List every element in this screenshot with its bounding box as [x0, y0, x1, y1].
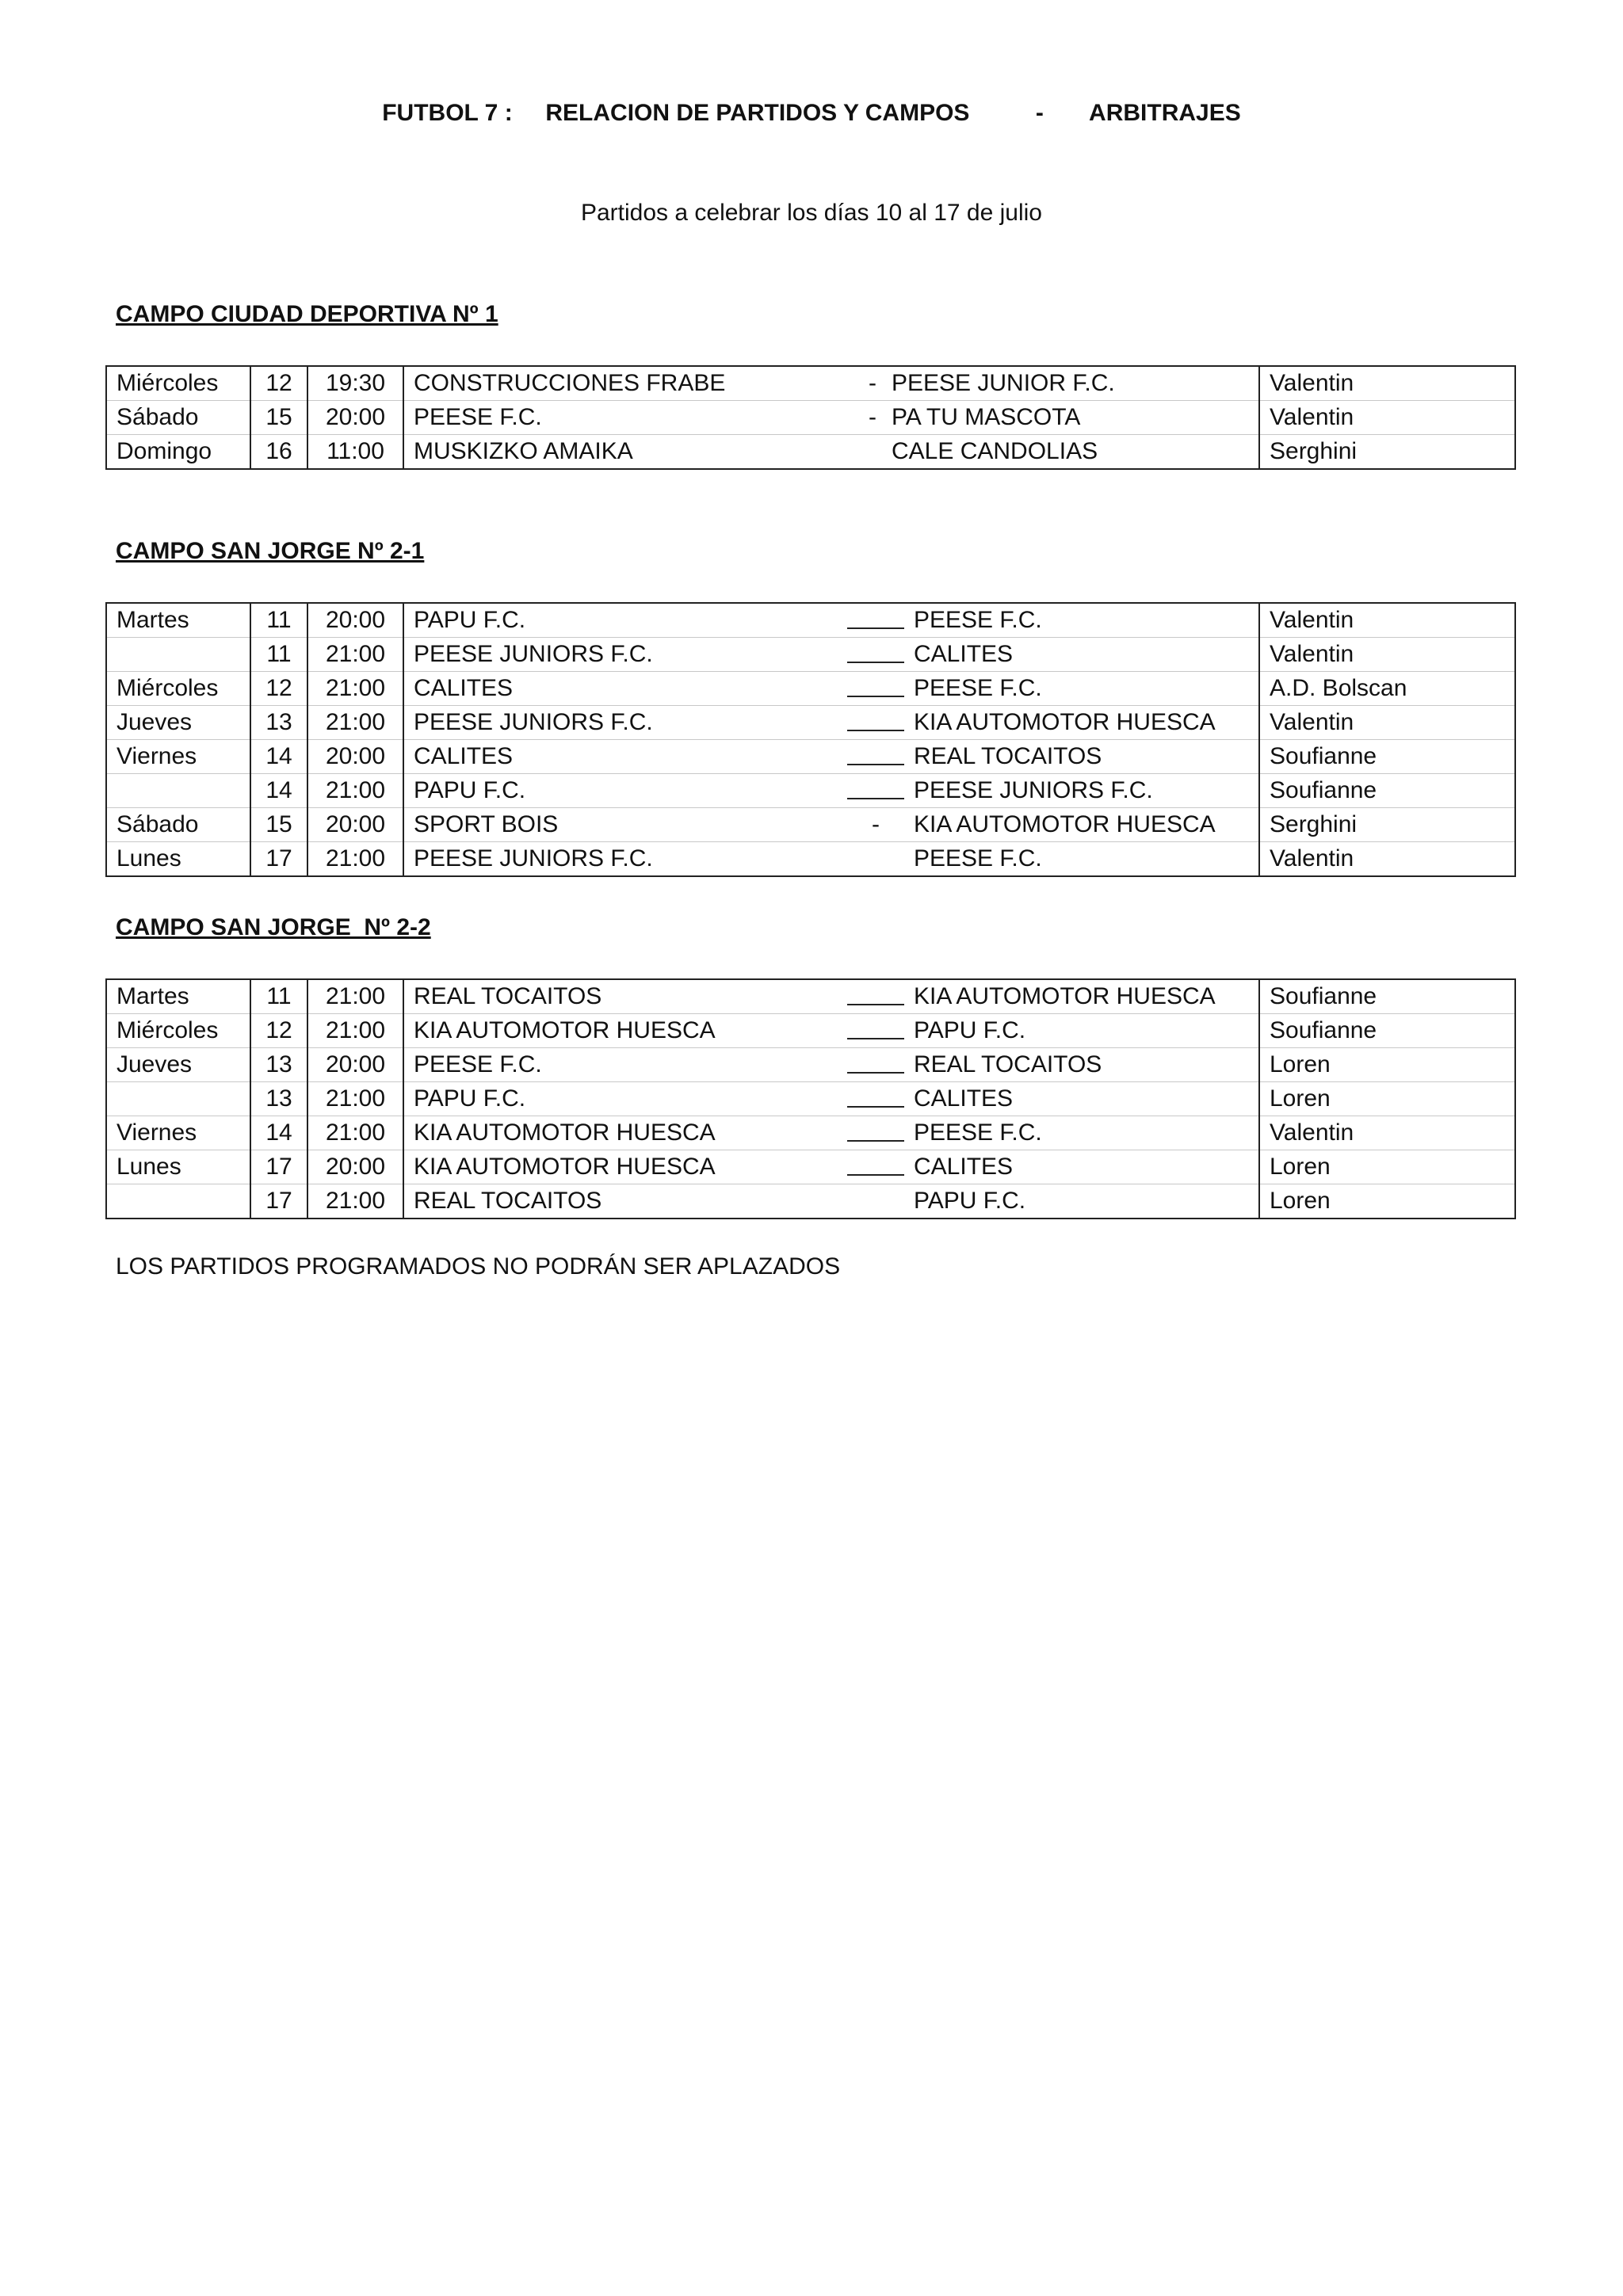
match-row	[106, 1116, 1515, 1150]
referee-name: Soufianne	[1259, 740, 1515, 774]
team-separator	[847, 979, 904, 1014]
match-day: Martes	[106, 603, 250, 638]
team-separator: -	[863, 366, 882, 401]
away-team: KIA AUTOMOTOR HUESCA	[904, 808, 1259, 842]
team-separator	[847, 672, 904, 706]
away-team: KIA AUTOMOTOR HUESCA	[904, 706, 1259, 740]
match-date: 13	[250, 1048, 307, 1082]
match-day: Viernes	[106, 1116, 250, 1150]
home-team: KIA AUTOMOTOR HUESCA	[403, 1116, 847, 1150]
away-team: PAPU F.C.	[904, 1184, 1259, 1219]
match-date: 11	[250, 638, 307, 672]
match-time: 21:00	[307, 842, 403, 877]
match-time: 21:00	[307, 1082, 403, 1116]
match-day: Lunes	[106, 1150, 250, 1184]
referee-name: A.D. Bolscan	[1259, 672, 1515, 706]
match-row	[106, 1048, 1515, 1082]
away-team: PEESE JUNIORS F.C.	[904, 774, 1259, 808]
home-team: PEESE F.C.	[403, 1048, 847, 1082]
away-team: CALITES	[904, 638, 1259, 672]
match-row	[106, 808, 1515, 842]
away-team: REAL TOCAITOS	[904, 1048, 1259, 1082]
referee-name: Serghini	[1259, 435, 1515, 470]
referee-name: Soufianne	[1259, 1014, 1515, 1048]
away-team: PA TU MASCOTA	[882, 401, 1259, 435]
match-row	[106, 1014, 1515, 1048]
separator-line	[847, 1014, 904, 1039]
away-team: PEESE F.C.	[904, 1116, 1259, 1150]
schedule-table-ciudad-deportiva	[105, 365, 1516, 470]
team-separator	[847, 774, 904, 808]
match-row	[106, 740, 1515, 774]
schedule-table-san-jorge-2-1	[105, 602, 1516, 877]
match-time: 21:00	[307, 774, 403, 808]
match-time: 20:00	[307, 401, 403, 435]
page-title	[0, 100, 1623, 127]
match-row	[106, 435, 1515, 470]
match-day: Miércoles	[106, 1014, 250, 1048]
match-day	[106, 638, 250, 672]
title-referees: ARBITRAJES	[1089, 100, 1241, 126]
match-day	[106, 1184, 250, 1219]
match-row	[106, 842, 1515, 877]
match-time: 11:00	[307, 435, 403, 470]
match-row	[106, 979, 1515, 1014]
match-row	[106, 1150, 1515, 1184]
match-row	[106, 774, 1515, 808]
title-main: RELACION DE PARTIDOS Y CAMPOS	[545, 100, 970, 126]
home-team: KIA AUTOMOTOR HUESCA	[403, 1014, 847, 1048]
match-date: 17	[250, 1184, 307, 1219]
match-date: 15	[250, 808, 307, 842]
match-date: 15	[250, 401, 307, 435]
match-time: 21:00	[307, 672, 403, 706]
team-separator	[863, 435, 882, 470]
match-time: 20:00	[307, 1048, 403, 1082]
home-team: PAPU F.C.	[403, 603, 847, 638]
referee-name: Valentin	[1259, 638, 1515, 672]
match-day: Jueves	[106, 1048, 250, 1082]
team-separator	[847, 1082, 904, 1116]
separator-line	[847, 706, 904, 731]
section-title-san-jorge-2-2: CAMPO SAN JORGE Nº 2-2	[116, 914, 431, 940]
home-team: PAPU F.C.	[403, 774, 847, 808]
separator-line	[847, 774, 904, 799]
home-team: SPORT BOIS	[403, 808, 847, 842]
referee-name: Serghini	[1259, 808, 1515, 842]
home-team: CALITES	[403, 740, 847, 774]
match-time: 21:00	[307, 1014, 403, 1048]
team-separator	[847, 638, 904, 672]
referee-name: Loren	[1259, 1082, 1515, 1116]
match-date: 14	[250, 1116, 307, 1150]
team-separator: -	[847, 808, 904, 842]
team-separator	[847, 1184, 904, 1219]
section-title-ciudad-deportiva: CAMPO CIUDAD DEPORTIVA Nº 1	[116, 301, 498, 327]
referee-name: Loren	[1259, 1184, 1515, 1219]
team-separator	[847, 706, 904, 740]
team-separator	[847, 1014, 904, 1048]
match-date: 17	[250, 842, 307, 877]
home-team: PEESE JUNIORS F.C.	[403, 706, 847, 740]
away-team: REAL TOCAITOS	[904, 740, 1259, 774]
match-row	[106, 603, 1515, 638]
team-separator	[847, 1150, 904, 1184]
away-team: PEESE F.C.	[904, 672, 1259, 706]
match-time: 20:00	[307, 603, 403, 638]
team-separator	[847, 1116, 904, 1150]
page-subtitle: Partidos a celebrar los días 10 al 17 de julio	[580, 200, 1042, 226]
home-team: CALITES	[403, 672, 847, 706]
home-team: REAL TOCAITOS	[403, 1184, 847, 1219]
title-dash: -	[1035, 100, 1044, 126]
match-date: 13	[250, 1082, 307, 1116]
away-team: PEESE JUNIOR F.C.	[882, 366, 1259, 401]
referee-name: Valentin	[1259, 603, 1515, 638]
home-team: PAPU F.C.	[403, 1082, 847, 1116]
match-time: 20:00	[307, 1150, 403, 1184]
match-time: 20:00	[307, 740, 403, 774]
match-date: 11	[250, 979, 307, 1014]
away-team: KIA AUTOMOTOR HUESCA	[904, 979, 1259, 1014]
separator-line	[847, 638, 904, 663]
footer-note: LOS PARTIDOS PROGRAMADOS NO PODRÁN SER APLAZADOS	[116, 1253, 841, 1280]
match-date: 13	[250, 706, 307, 740]
match-date: 14	[250, 740, 307, 774]
match-time: 20:00	[307, 808, 403, 842]
match-day: Martes	[106, 979, 250, 1014]
referee-name: Valentin	[1259, 401, 1515, 435]
away-team: CALITES	[904, 1150, 1259, 1184]
referee-name: Loren	[1259, 1150, 1515, 1184]
team-separator	[847, 740, 904, 774]
separator-line	[847, 1048, 904, 1074]
separator-line	[847, 980, 904, 1005]
match-day	[106, 1082, 250, 1116]
team-separator	[847, 603, 904, 638]
separator-line	[847, 604, 904, 629]
match-date: 12	[250, 1014, 307, 1048]
away-team: PEESE F.C.	[904, 842, 1259, 877]
match-day: Miércoles	[106, 672, 250, 706]
match-day: Domingo	[106, 435, 250, 470]
away-team: PEESE F.C.	[904, 603, 1259, 638]
home-team: PEESE F.C.	[403, 401, 863, 435]
match-date: 14	[250, 774, 307, 808]
match-row	[106, 706, 1515, 740]
team-separator: -	[863, 401, 882, 435]
match-day: Jueves	[106, 706, 250, 740]
title-sport: FUTBOL 7 :	[382, 100, 513, 126]
away-team: PAPU F.C.	[904, 1014, 1259, 1048]
separator-line	[847, 740, 904, 765]
match-day: Lunes	[106, 842, 250, 877]
match-time: 21:00	[307, 638, 403, 672]
team-separator	[847, 842, 904, 877]
referee-name: Loren	[1259, 1048, 1515, 1082]
home-team: CONSTRUCCIONES FRABE	[403, 366, 863, 401]
match-row	[106, 401, 1515, 435]
separator-line	[847, 1116, 904, 1142]
match-row	[106, 638, 1515, 672]
match-day: Sábado	[106, 808, 250, 842]
match-day	[106, 774, 250, 808]
home-team: PEESE JUNIORS F.C.	[403, 842, 847, 877]
away-team: CALE CANDOLIAS	[882, 435, 1259, 470]
match-date: 12	[250, 672, 307, 706]
separator-line	[847, 1150, 904, 1176]
match-row	[106, 1082, 1515, 1116]
match-time: 21:00	[307, 1116, 403, 1150]
match-row	[106, 672, 1515, 706]
match-day: Viernes	[106, 740, 250, 774]
referee-name: Valentin	[1259, 366, 1515, 401]
referee-name: Soufianne	[1259, 979, 1515, 1014]
home-team: PEESE JUNIORS F.C.	[403, 638, 847, 672]
home-team: MUSKIZKO AMAIKA	[403, 435, 863, 470]
match-date: 17	[250, 1150, 307, 1184]
home-team: REAL TOCAITOS	[403, 979, 847, 1014]
match-row	[106, 1184, 1515, 1219]
section-title-san-jorge-2-1: CAMPO SAN JORGE Nº 2-1	[116, 538, 425, 564]
referee-name: Valentin	[1259, 842, 1515, 877]
match-time: 21:00	[307, 706, 403, 740]
referee-name: Soufianne	[1259, 774, 1515, 808]
referee-name: Valentin	[1259, 706, 1515, 740]
match-row	[106, 366, 1515, 401]
match-date: 12	[250, 366, 307, 401]
match-date: 16	[250, 435, 307, 470]
schedule-table-san-jorge-2-2	[105, 978, 1516, 1219]
match-time: 21:00	[307, 979, 403, 1014]
match-time: 21:00	[307, 1184, 403, 1219]
away-team: CALITES	[904, 1082, 1259, 1116]
match-day: Miércoles	[106, 366, 250, 401]
separator-line	[847, 672, 904, 697]
match-date: 11	[250, 603, 307, 638]
home-team: KIA AUTOMOTOR HUESCA	[403, 1150, 847, 1184]
referee-name: Valentin	[1259, 1116, 1515, 1150]
team-separator	[847, 1048, 904, 1082]
match-day: Sábado	[106, 401, 250, 435]
separator-line	[847, 1082, 904, 1108]
match-time: 19:30	[307, 366, 403, 401]
